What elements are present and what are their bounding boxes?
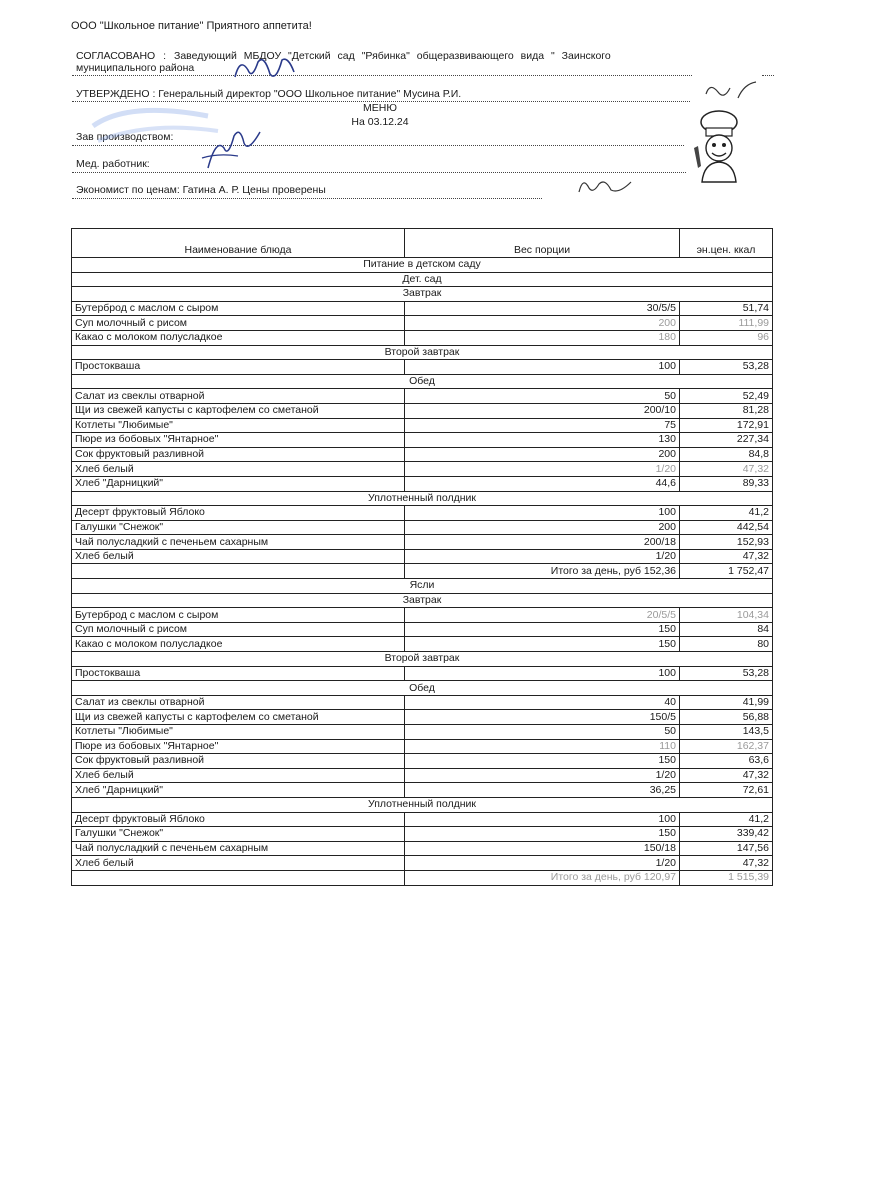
weight-cell: 130 [405, 433, 680, 448]
dish-name: Хлеб белый [72, 768, 405, 783]
weight-cell: 100 [405, 506, 680, 521]
approval-text: Заведующий МБДОУ "Детский сад "Рябинка" общеразвивающего вида " Заинского [173, 50, 611, 62]
table-header-row [72, 229, 773, 258]
weight-cell: 1/20 [405, 768, 680, 783]
divider [72, 75, 692, 76]
kcal-cell: 96 [680, 330, 773, 345]
section-row [72, 593, 773, 608]
section-row [72, 652, 773, 667]
header-dish-name: Наименование блюда [72, 229, 405, 258]
table-row [72, 418, 773, 433]
dish-name: Хлеб "Дарницкий" [72, 783, 405, 798]
dish-name: Суп молочный с рисом [72, 316, 405, 331]
kcal-cell: 339,42 [680, 827, 773, 842]
table-row [72, 637, 773, 652]
weight-cell: 200/18 [405, 535, 680, 550]
kcal-cell: 1 515,39 [680, 870, 773, 885]
signature-icon [700, 78, 760, 104]
table-row [72, 360, 773, 375]
kcal-cell: 111,99 [680, 316, 773, 331]
weight-cell: 100 [405, 360, 680, 375]
dish-name: Галушки "Снежок" [72, 520, 405, 535]
weight-cell: 150/18 [405, 841, 680, 856]
kcal-cell: 47,32 [680, 549, 773, 564]
kcal-cell: 152,93 [680, 535, 773, 550]
table-row [72, 856, 773, 871]
section-title: Уплотненный полдник [72, 491, 773, 506]
weight-cell: 36,25 [405, 783, 680, 798]
weight-cell: 1/20 [405, 549, 680, 564]
weight-cell: Итого за день, руб 120,97 [405, 870, 680, 885]
total-row [72, 564, 773, 579]
section-title: Ясли [72, 579, 773, 594]
dish-name: Какао с молоком полусладкое [72, 637, 405, 652]
kcal-cell: 41,99 [680, 695, 773, 710]
kcal-cell: 104,34 [680, 608, 773, 623]
menu-table-body [72, 229, 773, 886]
dish-name: Пюре из бобовых "Янтарное" [72, 433, 405, 448]
weight-cell: 200 [405, 447, 680, 462]
kcal-cell: 1 752,47 [680, 564, 773, 579]
approval-utverzhdeno: УТВЕРЖДЕНО : Генеральный директор "ООО Школьное питание" Мусина Р.И. [76, 88, 462, 100]
dish-name: Простокваша [72, 360, 405, 375]
chef-logo-icon [688, 108, 750, 184]
dish-name: Галушки "Снежок" [72, 827, 405, 842]
header-kcal: эн.цен. ккал [680, 229, 773, 258]
approval-text-2: муниципального района [76, 62, 195, 74]
kcal-cell: 80 [680, 637, 773, 652]
table-row [72, 403, 773, 418]
divider [72, 198, 542, 199]
dish-name: Чай полусладкий с печеньем сахарным [72, 841, 405, 856]
kcal-cell: 89,33 [680, 476, 773, 491]
kcal-cell: 442,54 [680, 520, 773, 535]
dish-name: Салат из свеклы отварной [72, 695, 405, 710]
weight-cell: 200 [405, 316, 680, 331]
signature-icon [575, 172, 635, 200]
dish-name: Десерт фруктовый Яблоко [72, 506, 405, 521]
section-row [72, 287, 773, 302]
kcal-cell: 52,49 [680, 389, 773, 404]
table-row [72, 725, 773, 740]
kcal-cell: 63,6 [680, 754, 773, 769]
weight-cell: 150 [405, 637, 680, 652]
weight-cell: 150 [405, 827, 680, 842]
signature-icon [198, 118, 268, 178]
approval-colon: : [163, 50, 167, 62]
table-row [72, 783, 773, 798]
table-row [72, 447, 773, 462]
table-row [72, 608, 773, 623]
menu-table [71, 228, 773, 886]
dish-name: Сок фруктовый разливной [72, 754, 405, 769]
table-row [72, 841, 773, 856]
dish-name: Бутерброд с маслом с сыром [72, 608, 405, 623]
weight-cell: 150/5 [405, 710, 680, 725]
kcal-cell: 56,88 [680, 710, 773, 725]
table-row [72, 462, 773, 477]
section-title: Второй завтрак [72, 345, 773, 360]
section-title: Дет. сад [72, 272, 773, 287]
table-row [72, 739, 773, 754]
dish-name: Чай полусладкий с печеньем сахарным [72, 535, 405, 550]
dish-name: Десерт фруктовый Яблоко [72, 812, 405, 827]
dish-name: Котлеты "Любимые" [72, 418, 405, 433]
table-row [72, 476, 773, 491]
weight-cell: 44,6 [405, 476, 680, 491]
zav-label: Зав производством: [76, 131, 174, 143]
section-row [72, 681, 773, 696]
table-row [72, 330, 773, 345]
section-row [72, 258, 773, 273]
dish-name: Хлеб белый [72, 856, 405, 871]
table-row [72, 695, 773, 710]
kcal-cell: 72,61 [680, 783, 773, 798]
kcal-cell: 84,8 [680, 447, 773, 462]
weight-cell: 100 [405, 812, 680, 827]
weight-cell: 200 [405, 520, 680, 535]
weight-cell: 180 [405, 330, 680, 345]
weight-cell: 1/20 [405, 462, 680, 477]
signature-icon [230, 52, 300, 84]
menu-date: На 03.12.24 [351, 116, 409, 128]
total-row [72, 870, 773, 885]
weight-cell: 50 [405, 725, 680, 740]
dish-name: Пюре из бобовых "Янтарное" [72, 739, 405, 754]
kcal-cell: 172,91 [680, 418, 773, 433]
section-title: Обед [72, 681, 773, 696]
soglasovano-label: СОГЛАСОВАНО [76, 50, 156, 62]
dish-name: Щи из свежей капусты с картофелем со сметаной [72, 710, 405, 725]
table-row [72, 827, 773, 842]
section-title: Обед [72, 374, 773, 389]
weight-cell: 30/5/5 [405, 301, 680, 316]
weight-cell: 150 [405, 622, 680, 637]
kcal-cell: 51,74 [680, 301, 773, 316]
table-row [72, 389, 773, 404]
section-row [72, 797, 773, 812]
dish-name: Суп молочный с рисом [72, 622, 405, 637]
table-row [72, 535, 773, 550]
kcal-cell: 47,32 [680, 462, 773, 477]
section-title: Уплотненный полдник [72, 797, 773, 812]
kcal-cell: 53,28 [680, 360, 773, 375]
dish-name: Салат из свеклы отварной [72, 389, 405, 404]
dish-name [72, 564, 405, 579]
kcal-cell: 53,28 [680, 666, 773, 681]
table-row [72, 754, 773, 769]
kcal-cell: 84 [680, 622, 773, 637]
kcal-cell: 162,37 [680, 739, 773, 754]
weight-cell: 110 [405, 739, 680, 754]
section-row [72, 272, 773, 287]
dish-name: Хлеб белый [72, 549, 405, 564]
section-title: Завтрак [72, 287, 773, 302]
section-title: Второй завтрак [72, 652, 773, 667]
economist-label: Экономист по ценам: Гатина А. Р. Цены проверены [76, 184, 326, 196]
kcal-cell: 47,32 [680, 768, 773, 783]
dish-name: Сок фруктовый разливной [72, 447, 405, 462]
company-line: ООО "Школьное питание" Приятного аппетита! [71, 20, 312, 32]
divider [762, 75, 774, 76]
table-row [72, 666, 773, 681]
header-weight: Вес порции [405, 229, 680, 258]
kcal-cell: 81,28 [680, 403, 773, 418]
approval-label [76, 50, 611, 62]
weight-cell: 100 [405, 666, 680, 681]
dish-name: Простокваша [72, 666, 405, 681]
dish-name [72, 870, 405, 885]
dish-name: Хлеб белый [72, 462, 405, 477]
kcal-cell: 227,34 [680, 433, 773, 448]
med-label: Мед. работник: [76, 158, 150, 170]
dish-name: Какао с молоком полусладкое [72, 330, 405, 345]
section-row [72, 579, 773, 594]
weight-cell: 20/5/5 [405, 608, 680, 623]
table-row [72, 433, 773, 448]
table-row [72, 812, 773, 827]
kcal-cell: 41,2 [680, 506, 773, 521]
menu-title: МЕНЮ [363, 102, 397, 114]
weight-cell: 40 [405, 695, 680, 710]
kcal-cell: 143,5 [680, 725, 773, 740]
section-title: Завтрак [72, 593, 773, 608]
table-row [72, 520, 773, 535]
table-row [72, 301, 773, 316]
weight-cell: 1/20 [405, 856, 680, 871]
section-row [72, 374, 773, 389]
table-row [72, 549, 773, 564]
dish-name: Щи из свежей капусты с картофелем со сметаной [72, 403, 405, 418]
dish-name: Бутерброд с маслом с сыром [72, 301, 405, 316]
table-row [72, 622, 773, 637]
weight-cell: 50 [405, 389, 680, 404]
section-row [72, 345, 773, 360]
dish-name: Котлеты "Любимые" [72, 725, 405, 740]
weight-cell: Итого за день, руб 152,36 [405, 564, 680, 579]
weight-cell: 200/10 [405, 403, 680, 418]
table-row [72, 506, 773, 521]
table-row [72, 316, 773, 331]
kcal-cell: 147,56 [680, 841, 773, 856]
dish-name: Хлеб "Дарницкий" [72, 476, 405, 491]
section-title: Питание в детском саду [72, 258, 773, 273]
weight-cell: 75 [405, 418, 680, 433]
kcal-cell: 47,32 [680, 856, 773, 871]
weight-cell: 150 [405, 754, 680, 769]
section-row [72, 491, 773, 506]
kcal-cell: 41,2 [680, 812, 773, 827]
table-row [72, 710, 773, 725]
table-row [72, 768, 773, 783]
